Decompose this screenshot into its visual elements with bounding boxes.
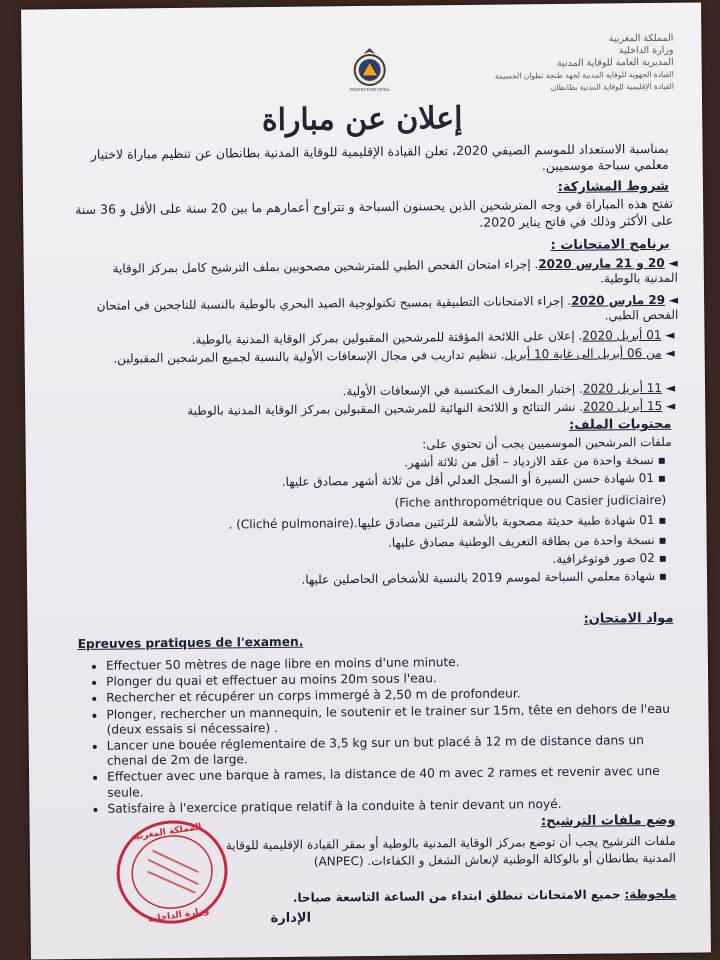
file-item-text: 02 صور فوتوغرافية. [552,550,655,567]
exam-item: • Effectuer 50 mètres de nage libre en moins d'une minute. [106,653,684,674]
file-item: ▪ 01 شهادة حسن السيرة أو السجل العدلي أقل من ثلاثة أشهر مصادق عليها. [281,470,667,489]
document-page [21,2,711,959]
exam-item: • Rechercher et récupérer un corps immergé à 2,50 m de profondeur. [106,685,684,706]
program-item: ◄ 20 و 21 مارس 2020. إجراء امتحان الفحص الطبي للمترشحين مصحوبين بملف الترشيح كامل بمركز الوقاية المدنية بالوطية. [112,255,678,286]
program-text: . إختبار المعارف المكتسبة في الإسعافات الأولية. [342,381,583,399]
header-line: وزارة الداخلية [618,44,674,57]
exam-item: • Effectuer avec une barque à rames, la distance de 40 m avec 2 rames et revenir avec une seule. [107,764,685,800]
program-date: 15 أبريل 2020 [582,398,663,414]
conditions-heading: شروط المشاركة: [557,178,670,195]
header-line: المملكة المغربية [608,32,674,45]
file-heading: محتويات الملف: [569,416,672,433]
program-text: . إجراء امتحان الفحص الطبي للمترشحين مصحوبين بملف الترشيح كامل بمركز الوقاية المدنية بالوطية. [112,257,678,286]
submission-heading: وضع ملفات الترشيح: [540,812,676,830]
header-line: القيادة الجهوية للوقاية المدنية لجهة طنجة تطوان الحسيمة [494,69,674,81]
emblem-caption: PROTECTION CIVILE [349,86,390,93]
page-title: إعلان عن مباراة [261,100,463,139]
file-intro: ملفات المرشحين الموسميين يجب أن تحتوي على: [422,434,672,452]
exam-subheading: Epreuves pratiques de l'examen. [77,634,304,652]
file-item-note: (Fiche anthropométrique ou Casier judiciaire) [394,492,667,510]
file-item-text: شهادة معلمي السباحة لموسم 2019 بالنسبة للأشخاص الحاصلين عليها. [301,568,656,587]
official-stamp [112,815,233,928]
civil-protection-emblem [349,46,390,94]
note [206,887,676,907]
submission-text: ملفات الترشيح يجب أن توضع بمركز الوقاية المدنية بالوطية أو بمقر القيادة الإقليمية للوقاية المدنية بطانطان أو بالوكالة الوطنية لإنعاش الشغل و الكفاءات. (ANPEC) [225,833,677,869]
note-label: ملحوظة: [624,886,677,902]
program-heading: برنامج الامتحانات : [550,236,670,254]
note-text: جميع الامتحانات تنطلق ابتداء من الساعة التاسعة صباحا. [292,887,621,905]
program-date: 20 و 21 مارس 2020 [538,255,665,272]
program-item: ◄ من 06 أبريل الى غاية 10 أبريل. تنظيم تداريب في مجال الإسعافات الأولية بالنسبة لجميع المرشحين المقبولين. [113,345,675,366]
program-text: . إجراء الامتحانات التطبيقية بمسبح تكنولوجية الصيد البحري بالوطية بالنسبة للناجحين في امتحان الفحص الطبي. [96,293,679,323]
exam-item: • Plonger du quai et effectuer au moins 20m sous l'eau. [106,669,684,690]
stamp-text: وزارة الداخلية [147,906,210,926]
file-item-text: 01 شهادة حسن السيرة أو السجل العدلي أقل من ثلاثة أشهر مصادق عليها. [281,470,655,489]
program-item: ◄ 01 أبريل 2020. إعلان على اللائحة المؤقتة للمرشحين المقبولين بمركز الوقاية المدنية بالوطية. [191,327,675,347]
exam-heading: مواد الامتحان: [583,610,674,627]
signature: الإدارة [270,910,312,927]
file-item-text: نسخة واحدة من بطاقة التعريف الوطنية مصادق عليها. [387,532,655,550]
file-item: ▪ نسخة واحدة من عقد الازدياد – أقل من ثلاثة أشهر. [403,452,666,470]
program-item: ◄ 11 أبريل 2020. إختبار المعارف المكتسبة في الإسعافات الأولية. [342,380,676,399]
header-line: المديرية العامة للوقاية المدنية [556,56,674,69]
file-item: ▪ نسخة واحدة من بطاقة التعريف الوطنية مصادق عليها. [387,532,667,550]
program-text: . تنظيم تداريب في مجال الإسعافات الأولية بالنسبة لجميع المرشحين المقبولين. [113,347,505,366]
program-date: 11 أبريل 2020 [582,380,663,396]
program-text: . نشر النتائج و اللائحة النهائية للمرشحين المقبولين بمركز الوقاية المدنية بالوطية [187,399,584,418]
file-item-text: نسخة واحدة من عقد الازدياد – أقل من ثلاثة أشهر. [403,452,654,470]
file-item: ▪ 02 صور فوتوغرافية. [552,550,667,567]
header-line: القيادة الإقليمية للوقاية المدنية بطانطان [550,81,674,93]
program-date: 01 أبريل 2020 [582,327,662,343]
exam-item: • Satisfaire à l'exercice pratique relatif à la conduite à tenir devant un noyé. [107,796,685,817]
file-item: ▪ شهادة معلمي السباحة لموسم 2019 بالنسبة للأشخاص الحاصلين عليها. [301,568,668,587]
intro-text: بمناسبة الاستعداد للموسم الصيفي 2020، تعلن القيادة الإقليمية للوقاية المدنية بطانطان عن تنظيم مباراة لاختيار معلمي سباحة موسميين. [90,140,669,174]
file-item: ▪ 01 شهادة طبية حديثة مصحوبة بالأشعة للرئتين مصادق عليها.(Cliché pulmonaire) . [228,512,667,532]
exam-list [74,653,686,818]
stamp-text: المملكة المغربية [129,822,203,843]
exam-item: • Plonger, rechercher un mannequin, le soutenir et le trainer sur 15m, tête en dehors de l'eau (deux essais si nécessaire) . [106,701,684,737]
program-date: من 06 أبريل الى غاية 10 أبريل [504,345,662,362]
file-item-text: 01 شهادة طبية حديثة مصحوبة بالأشعة للرئتين مصادق عليها.(Cliché pulmonaire) . [228,512,655,532]
program-text: . إعلان على اللائحة المؤقتة للمرشحين المقبولين بمركز الوقاية المدنية بالوطية. [191,328,583,347]
conditions-text: تفتح هذه المباراة في وجه المترشحين الذين يحسنون السباحة و تتراوح أعمارهم ما بين 20 سنة على الأقل و 36 سنة على الأكثر وذلك في فاتح يناير 2020. [75,195,674,230]
program-date: 29 مارس 2020 [571,292,666,308]
exam-item: • Lancer une bouée réglementaire de 3,5 kg sur un but placé à 12 m de distance dans un chenal de 2m de large. [107,733,685,769]
program-item: ◄ 29 مارس 2020. إجراء الامتحانات التطبيقية بمسبح تكنولوجية الصيد البحري بالوطية بالنسبة للناجحين في امتحان الفحص الطبي. [96,292,679,323]
program-item: ◄ 15 أبريل 2020. نشر النتائج و اللائحة النهائية للمرشحين المقبولين بمركز الوقاية المدنية بالوطية [187,398,676,418]
ministry-header [453,33,674,95]
